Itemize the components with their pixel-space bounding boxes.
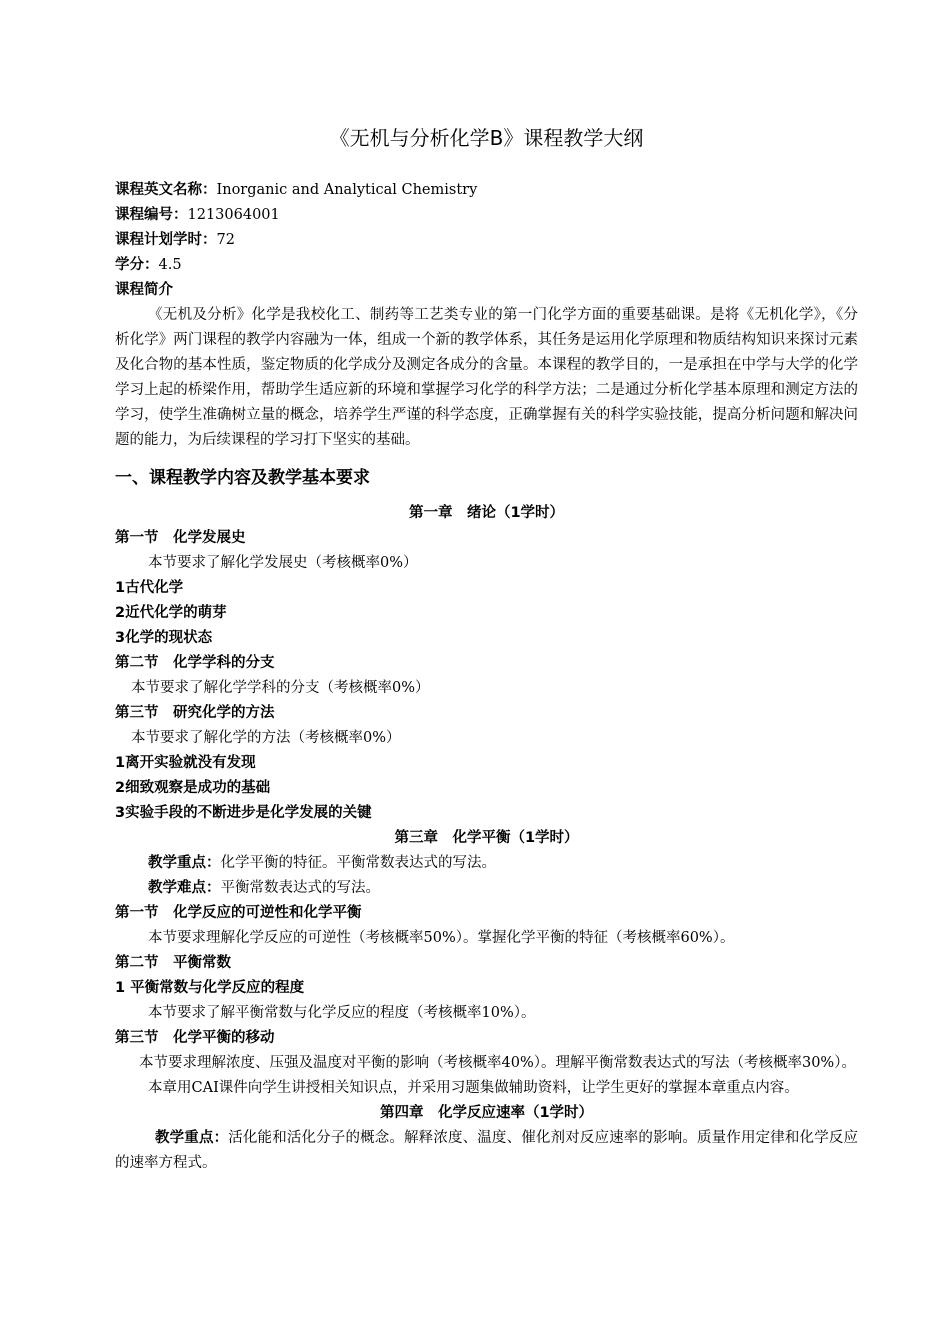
ch1-section-3-title: 第三节 研究化学的方法: [115, 705, 275, 721]
course-code-label: 课程编号：: [115, 207, 188, 223]
ch3-s2-item-1: 1 平衡常数与化学反应的程度: [115, 980, 305, 996]
course-code-row: [115, 203, 858, 228]
ch1-s3-item-1: 1离开实验就没有发现: [115, 755, 256, 771]
ch3-key-label: 教学重点：: [148, 855, 221, 871]
ch1-s3-item-2: 2细致观察是成功的基础: [115, 780, 271, 796]
english-name-value: Inorganic and Analytical Chemistry: [216, 182, 478, 198]
ch3-section-2-requirement: 本节要求了解平衡常数与化学反应的程度（考核概率10%）。: [148, 1005, 536, 1021]
chapter-3-title: 第三章 化学平衡（1学时）: [394, 830, 579, 846]
page-title: 《无机与分析化学B》课程教学大纲: [329, 126, 644, 150]
credits-value: 4.5: [158, 257, 182, 273]
ch1-section-3-requirement: 本节要求了解化学的方法（考核概率0%）: [131, 730, 401, 746]
ch1-section-1-requirement: 本节要求了解化学发展史（考核概率0%）: [148, 555, 418, 571]
ch3-section-2-title: 第二节 平衡常数: [115, 955, 231, 971]
ch1-s1-item-1: 1古代化学: [115, 580, 184, 596]
chapter-4-title: 第四章 化学反应速率（1学时）: [379, 1105, 594, 1121]
ch3-key-text: 化学平衡的特征。平衡常数表达式的写法。: [220, 855, 496, 871]
ch3-teaching-note: 本章用CAI课件向学生讲授相关知识点，并采用习题集做辅助资料，让学生更好的掌握本章重点内容。: [148, 1080, 799, 1096]
ch3-key-points: [115, 851, 858, 876]
credits-label: 学分：: [115, 257, 159, 273]
english-name-label: 课程英文名称：: [115, 182, 217, 198]
ch3-section-3-title: 第三节 化学平衡的移动: [115, 1030, 275, 1046]
ch1-section-2-title: 第二节 化学学科的分支: [115, 655, 275, 671]
ch1-s1-item-2: 2近代化学的萌芽: [115, 605, 227, 621]
ch1-section-1-title: 第一节 化学发展史: [115, 530, 246, 546]
course-hours-value: 72: [216, 232, 235, 248]
ch3-diff-text: 平衡常数表达式的写法。: [220, 880, 380, 896]
ch3-section-1-title: 第一节 化学反应的可逆性和化学平衡: [115, 905, 362, 921]
credits-row: [115, 253, 858, 278]
section-heading: 一、课程教学内容及教学基本要求: [115, 468, 370, 488]
ch1-s3-item-3: 3实验手段的不断进步是化学发展的关键: [115, 805, 372, 821]
ch4-key-text: 活化能和活化分子的概念。解释浓度、温度、催化剂对反应速率的影响。质量作用定律和化学反应的速率方程式。: [115, 1130, 859, 1171]
ch4-key-label: 教学重点：: [155, 1130, 229, 1146]
ch1-section-2-requirement: 本节要求了解化学学科的分支（考核概率0%）: [131, 680, 430, 696]
ch3-section-3-requirement: 本节要求理解浓度、压强及温度对平衡的影响（考核概率40%）。理解平衡常数表达式的写法（考核概率30%）。: [139, 1055, 856, 1071]
ch1-s1-item-3: 3化学的现状态: [115, 630, 213, 646]
course-hours-row: [115, 228, 858, 253]
ch3-difficulties: [115, 876, 858, 901]
intro-paragraph: 《无机及分析》化学是我校化工、制药等工艺类专业的第一门化学方面的重要基础课。是将《无机化学》，《分析化学》两门课程的教学内容融为一体，组成一个新的教学体系，其任务是运用化学原理和物质结构知识来探讨元素及化合物的基本性质，鉴定物质的化学成分及测定各成分的含量。本课程的教学目的，一是承担在中学与大学的化学学习上起的桥梁作用，帮助学生适应新的环境和掌握学习化学的科学方法；二是通过分析化学基本原理和测定方法的学习，使学生准确树立量的概念，培养学生严谨的科学态度，正确掌握有关的科学实验技能，提高分析问题和解决问题的能力，为后续课程的学习打下坚实的基础。: [115, 307, 858, 448]
document-page: [115, 118, 858, 1176]
english-name-row: [115, 178, 858, 203]
chapter-1-title: 第一章 绪论（1学时）: [408, 505, 565, 521]
intro-heading: 课程简介: [115, 282, 173, 298]
ch3-diff-label: 教学难点：: [148, 880, 221, 896]
course-code-value: 1213064001: [187, 207, 280, 223]
ch3-section-1-requirement: 本节要求理解化学反应的可逆性（考核概率50%）。掌握化学平衡的特征（考核概率60%）。: [148, 930, 735, 946]
ch4-key-points: [115, 1126, 858, 1176]
course-hours-label: 课程计划学时：: [115, 232, 217, 248]
